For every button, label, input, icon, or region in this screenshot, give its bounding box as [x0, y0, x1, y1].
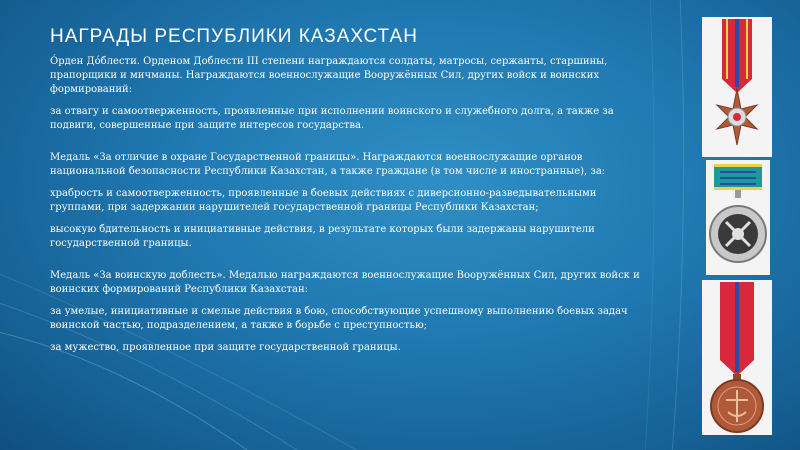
- border-medal-criteria-1-paragraph: храбрость и самоотверженность, проявленные в боевых действиях с диверсионно-разведывательными группами, при задержании нарушителей государственной границы Республики Казахстан;: [50, 188, 597, 213]
- order-of-valor-heading-paragraph: Óрден Дóблести. Орденом Доблести III степени награждаются солдаты, матросы, сержанты, старшины, прапорщики и мичманы. Награждаются военнослужащие Вооружённых Сил, других войск и воинских формирований:: [50, 56, 608, 95]
- order-of-valor-icon: [702, 17, 772, 157]
- valor-medal-criteria-1-paragraph: за умелые, инициативные и смелые действия в бою, способствующие успешному выполнению боевых задач воинской частью, подразделением, а также в борьбе с преступностью;: [50, 306, 628, 331]
- border-guard-medal-icon: [706, 160, 770, 275]
- order-of-valor-criteria-paragraph: за отвагу и самоотверженность, проявленные при исполнении воинского и служебного долга, а также за подвиги, совершенные при защите интересов государства.: [50, 106, 614, 131]
- valor-medal-criteria-2-paragraph: за мужество, проявленное при защите государственной границы.: [50, 342, 401, 353]
- slide-body: [50, 55, 640, 363]
- military-valor-medal-icon: [702, 280, 772, 435]
- valor-medal-heading-paragraph: Медаль «За воинскую доблесть». Медалью награждаются военнослужащие Вооружённых Сил, других войск и воинских формирований Республики Казахстан:: [50, 270, 640, 295]
- border-medal-criteria-2-paragraph: высокую бдительность и инициативные действия, в результате которых были задержаны нарушители государственной границы.: [50, 224, 595, 249]
- border-medal-heading-paragraph: Медаль «За отличие в охране Государственной границы». Награждаются военнослужащие органов национальной безопасности Республики Казахстан, а также граждане (в том числе и иностранные), за:: [50, 152, 606, 177]
- slide-title: НАГРАДЫ РЕСПУБЛИКИ КАЗАХСТАН: [50, 26, 418, 47]
